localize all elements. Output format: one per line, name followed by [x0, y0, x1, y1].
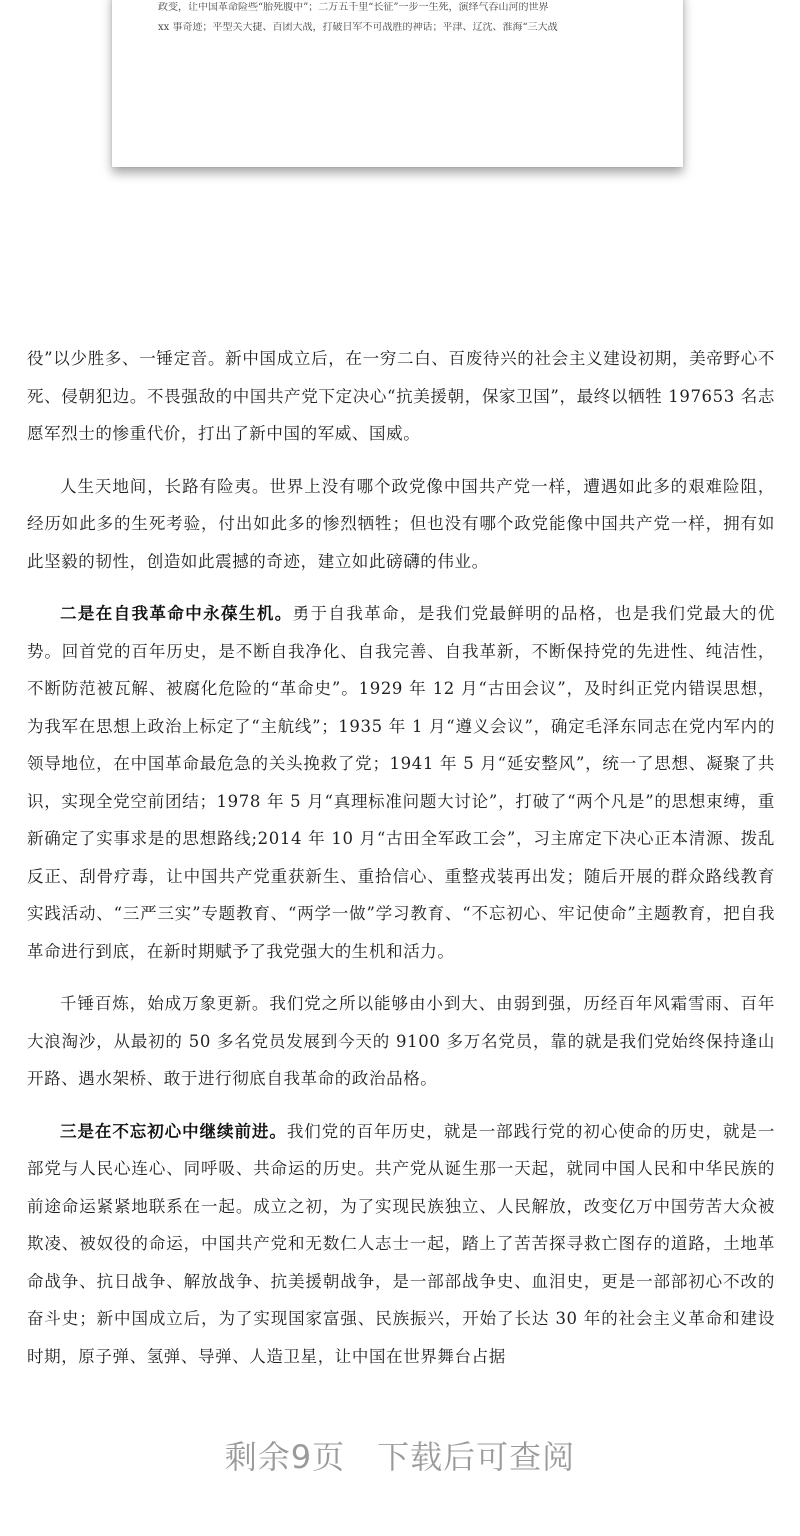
section-heading-2: 二是在自我革命中永葆生机。 — [60, 604, 293, 623]
document-body — [27, 340, 775, 1390]
paragraph-3-body: 勇于自我革命，是我们党最鲜明的品格，也是我们党最大的优势。回首党的百年历史，是不断自我净化、自我完善、自我革新，不断保持党的先进性、纯洁性，不断防范被瓦解、被腐化危险的“革命史”。1929 年 12 月“古田会议”，及时纠正党内错误思想，为我军在思想上政治上标定了“主航线”；1935 年 1 月“遵义会议”，确定毛泽东同志在党内军内的领导地位，在中国革命最危急的关头挽救了党；1941 年 5 月“延安整风”，统一了思想、凝聚了共识，实现全党空前团结；1978 年 5 月“真理标准问题大讨论”，打破了“两个凡是”的思想束缚，重新确定了实事求是的思想路线;2014 年 10 月“古田全军政工会”，习主席定下决心正本清源、拨乱反正、刮骨疗毒，让中国共产党重获新生、重拾信心、重整戎装再出发；随后开展的群众路线教育实践活动、“三严三实”专题教育、“两学一做”学习教育、“不忘初心、牢记使命”主题教育，把自我革命进行到底，在新时期赋予了我党强大的生机和活力。 — [27, 604, 775, 961]
paragraph-5 — [27, 1113, 775, 1376]
paragraph-1: 役”以少胜多、一锤定音。新中国成立后，在一穷二白、百废待兴的社会主义建设初期，美帝野心不死、侵朝犯边。不畏强敌的中国共产党下定决心“抗美援朝，保家卫国”，最终以牺牲 197653 名志愿军烈士的惨重代价，打出了新中国的军威、国威。 — [27, 349, 775, 443]
preview-line-1: 政变，让中国革命险些“胎死腹中”；二万五千里“长征”一步一生死，演绎气吞山河的世界 — [158, 2, 549, 13]
download-to-view-label: 下载后可查阅 — [377, 1438, 576, 1476]
paragraph-3 — [27, 595, 775, 970]
preview-page-card — [112, 0, 683, 167]
remaining-pages-label: 剩余9页 — [224, 1438, 346, 1476]
paragraph-2: 人生天地间，长路有险夷。世界上没有哪个政党像中国共产党一样，遭遇如此多的艰难险阻，经历如此多的生死考验，付出如此多的惨烈牺牲；但也没有哪个政党能像中国共产党一样，拥有如此坚毅的韧性，创造如此震撼的奇迹，建立如此磅礴的伟业。 — [27, 476, 775, 571]
preview-line-2: xx 事奇迹；平型关大捷、百团大战，打破日军不可战胜的神话；平津、辽沈、淮海“三大战 — [158, 22, 558, 33]
paragraph-5-body: 我们党的百年历史，就是一部践行党的初心使命的历史，就是一部党与人民心连心、同呼吸、共命运的历史。共产党从诞生那一天起，就同中国人民和中华民族的前途命运紧紧地联系在一起。成立之初，为了实现民族独立、人民解放，改变亿万中国劳苦大众被欺凌、被奴役的命运，中国共产党和无数仁人志士一起，踏上了苦苦探寻救亡图存的道路，土地革命战争、抗日战争、解放战争、抗美援朝战争，是一部部战争史、血泪史，更是一部部初心不改的奋斗史；新中国成立后，为了实现国家富强、民族振兴，开始了长达 30 年的社会主义革命和建设时期，原子弹、氢弹、导弹、人造卫星，让中国在世界舞台占据 — [27, 1121, 775, 1366]
download-prompt[interactable] — [0, 1432, 800, 1482]
paragraph-4: 千锤百炼，始成万象更新。我们党之所以能够由小到大、由弱到强，历经百年风霜雪雨、百年大浪淘沙，从最初的 50 多名党员发展到今天的 9100 多万名党员，靠的就是我们党始终保持逢山开路、遇水架桥、敢于进行彻底自我革命的政治品格。 — [27, 994, 775, 1088]
section-heading-3: 三是在不忘初心中继续前进。 — [60, 1121, 287, 1141]
